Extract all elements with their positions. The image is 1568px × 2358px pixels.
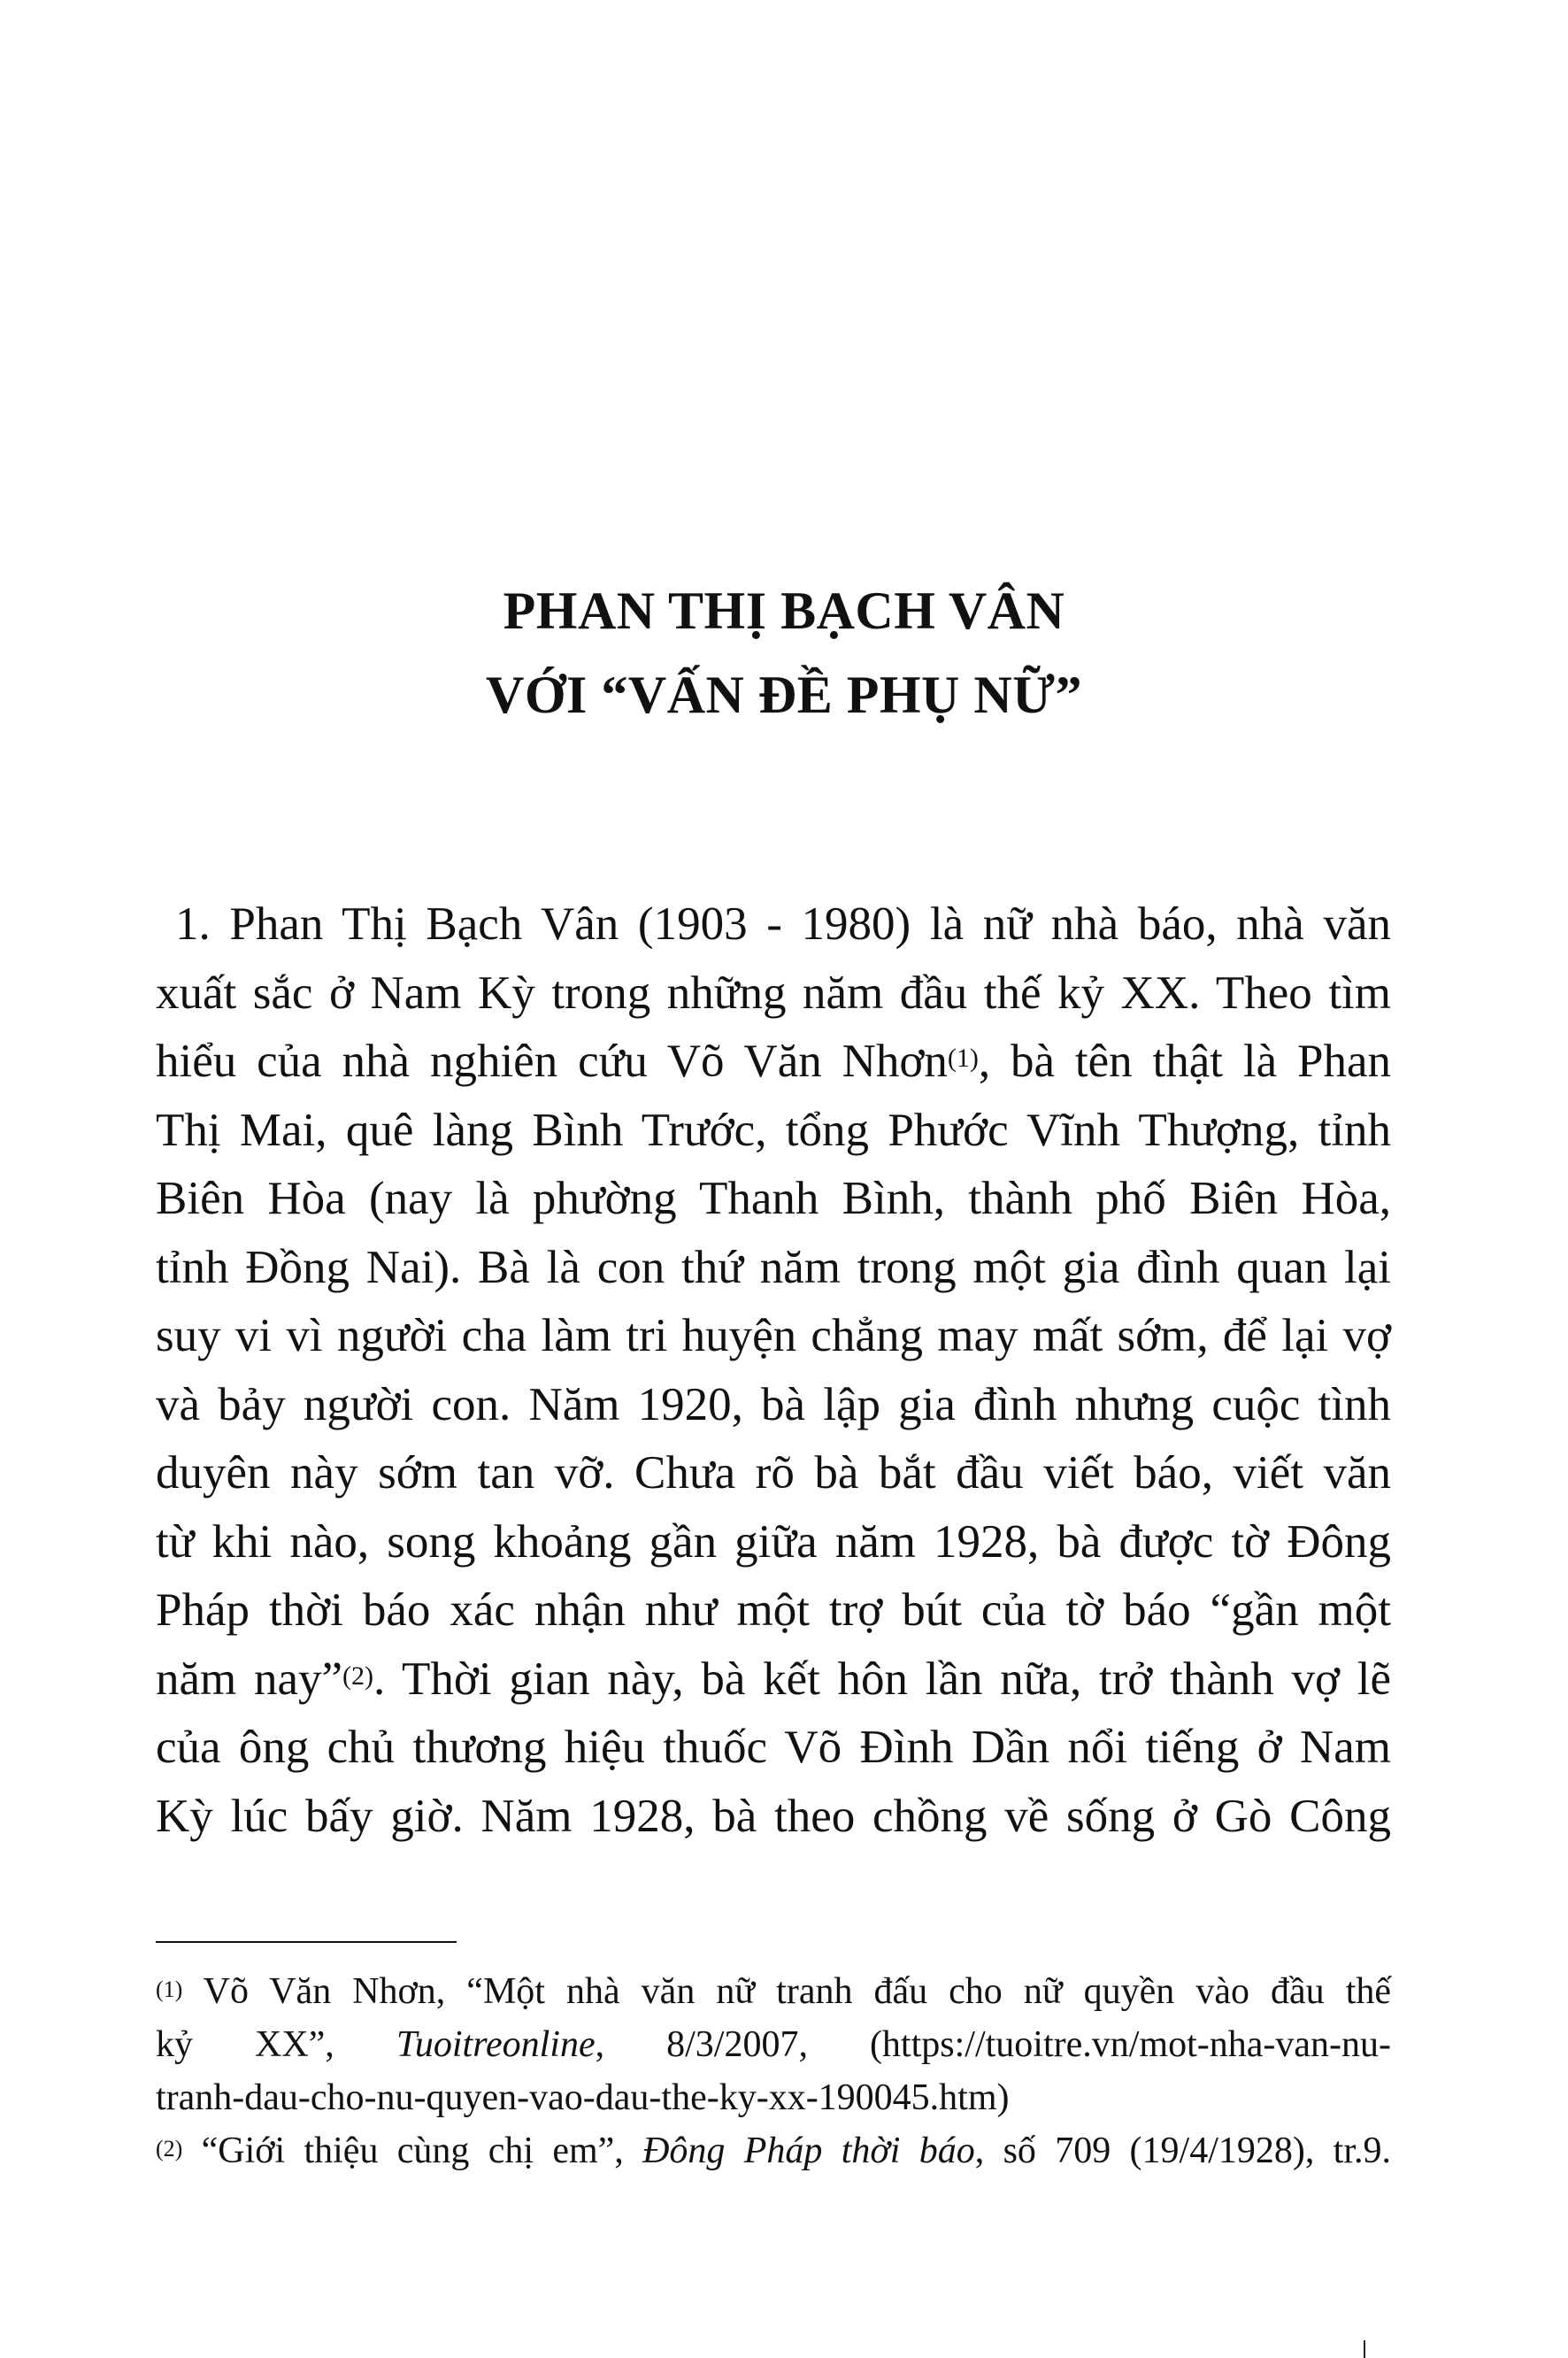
footnote-source-title: Đông Pháp thời báo — [642, 2131, 975, 2171]
body-line-text: hiểu của nhà nghiên cứu Võ Văn Nhơn — [156, 1036, 948, 1087]
footnote-mark: (2) — [156, 2136, 183, 2162]
crop-mark — [1364, 2340, 1365, 2358]
body-line: xuất sắc ở Nam Kỳ trong những năm đầu thế kỷ XX. Theo tìm — [156, 967, 1391, 1019]
body-line-text: , bà tên thật là Phan — [978, 1036, 1392, 1087]
footnote-text: kỷ XX”, — [156, 2024, 396, 2065]
body-line: từ khi nào, song khoảng gần giữa năm 1928, bà được tờ Đông — [156, 1515, 1391, 1568]
footnote-text: , số 709 (19/4/1928), tr.9. — [974, 2131, 1391, 2171]
footnote-text: Võ Văn Nhơn, “Một nhà văn nữ tranh đấu cho nữ quyền vào đầu thế — [182, 1971, 1391, 2012]
footnote-ref-2: (2) — [342, 1661, 373, 1691]
footnote-text: “Giới thiệu cùng chị em”, — [182, 2131, 643, 2171]
body-paragraph — [156, 890, 1391, 1851]
footnote-1 — [156, 1965, 1391, 2018]
footnote-1-url: tranh-dau-cho-nu-quyen-vao-dau-the-ky-xx-190045.htm) — [156, 2077, 1010, 2118]
body-line: 1. Phan Thị Bạch Vân (1903 - 1980) là nữ nhà báo, nhà văn — [175, 898, 1391, 950]
body-line: và bảy người con. Năm 1920, bà lập gia đình nhưng cuộc tình — [156, 1378, 1391, 1430]
footnotes — [156, 1965, 1391, 2177]
body-line: Thị Mai, quê làng Bình Trước, tổng Phước Vĩnh Thượng, tỉnh — [156, 1104, 1391, 1156]
body-line-text: năm nay” — [156, 1653, 343, 1705]
footnote-divider — [156, 1941, 457, 1943]
footnote-1-cont — [156, 2018, 1391, 2071]
footnote-mark: (1) — [156, 1977, 183, 2002]
body-line — [156, 1645, 1391, 1715]
body-line: Pháp thời báo xác nhận như một trợ bút của tờ báo “gần một — [156, 1584, 1391, 1636]
footnote-2 — [156, 2124, 1391, 2177]
body-line: suy vi vì người cha làm tri huyện chẳng may mất sớm, để lại vợ — [156, 1310, 1391, 1361]
footnote-text: , 8/3/2007, (https://tuoitre.vn/mot-nha-van-nu- — [595, 2024, 1391, 2065]
body-line — [156, 1028, 1391, 1097]
body-line-text: . Thời gian này, bà kết hôn lần nữa, trở thành vợ lẽ — [373, 1653, 1392, 1705]
chapter-title-line-1: PHAN THỊ BẠCH VÂN — [503, 582, 1065, 640]
body-line: Kỳ lúc bấy giờ. Năm 1928, bà theo chồng về sống ở Gò Công — [156, 1790, 1391, 1842]
body-line: của ông chủ thương hiệu thuốc Võ Đình Dần nổi tiếng ở Nam — [156, 1722, 1391, 1773]
body-line: duyên này sớm tan vỡ. Chưa rõ bà bắt đầu viết báo, viết văn — [156, 1447, 1391, 1499]
chapter-title-line-2: VỚI “VẤN ĐỀ PHỤ NỮ” — [486, 666, 1082, 724]
body-line: tỉnh Đồng Nai). Bà là con thứ năm trong một gia đình quan lại — [156, 1241, 1391, 1293]
footnote-ref-1: (1) — [947, 1044, 979, 1073]
footnote-source-title: Tuoitreonline — [396, 2024, 596, 2065]
body-line: Biên Hòa (nay là phường Thanh Bình, thành phố Biên Hòa, — [156, 1173, 1391, 1224]
